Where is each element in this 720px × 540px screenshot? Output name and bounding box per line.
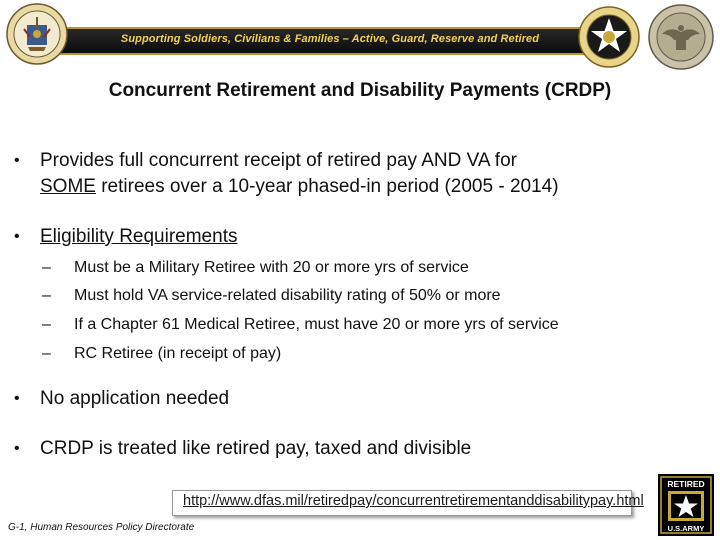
logo-retired-text: RETIRED [667,479,705,489]
eligibility-item-text: Must hold VA service-related disability rating of 50% or more [74,287,501,304]
banner-gold-line-bottom [60,53,600,55]
underlined-some: SOME [40,176,96,197]
banner-tagline: Supporting Soldiers, Civilians & Families – Active, Guard, Reserve and Retired [120,33,540,45]
bullet-dot: • [14,390,20,407]
bullet-text: No application needed [40,388,230,409]
eligibility-item-text: If a Chapter 61 Medical Retiree, must have 20 or more yrs of service [74,316,559,333]
banner-gold-line-top [60,27,600,29]
link-box [172,490,644,516]
eligibility-item-text: RC Retiree (in receipt of pay) [74,345,282,362]
army-seal-icon [6,3,68,65]
eligibility-heading: Eligibility Requirements [40,226,238,247]
dash-marker: – [42,259,51,276]
bullet-text-line2-rest: retirees over a 10-year phased-in period (2005 - 2014) [95,176,559,197]
bullet-dot: • [14,440,20,457]
footer-office: G-1, Human Resources Policy Directorate [8,522,195,533]
army-retired-logo-icon [658,474,714,536]
chief-of-staff-seal-icon [578,6,640,68]
slide-title: Concurrent Retirement and Disability Payments (CRDP) [108,80,612,101]
bullet-text-line2 [40,174,559,200]
eagle-seal-icon [648,4,714,70]
logo-usarmy-text: U.S.ARMY [667,524,705,533]
dash-marker: – [42,345,51,362]
bullet-text-line1: Provides full concurrent receipt of retired pay AND VA for [40,150,517,171]
eligibility-item-text: Must be a Military Retiree with 20 or more yrs of service [74,259,469,276]
header-banner [0,0,720,78]
bullet-dot: • [14,152,20,169]
dash-marker: – [42,316,51,333]
dash-marker: – [42,287,51,304]
dfas-crdp-link[interactable]: http://www.dfas.mil/retiredpay/concurrentretirementanddisabilitypay.html [183,493,644,509]
bullet-dot: • [14,228,20,245]
bullet-text: CRDP is treated like retired pay, taxed and divisible [40,438,472,459]
